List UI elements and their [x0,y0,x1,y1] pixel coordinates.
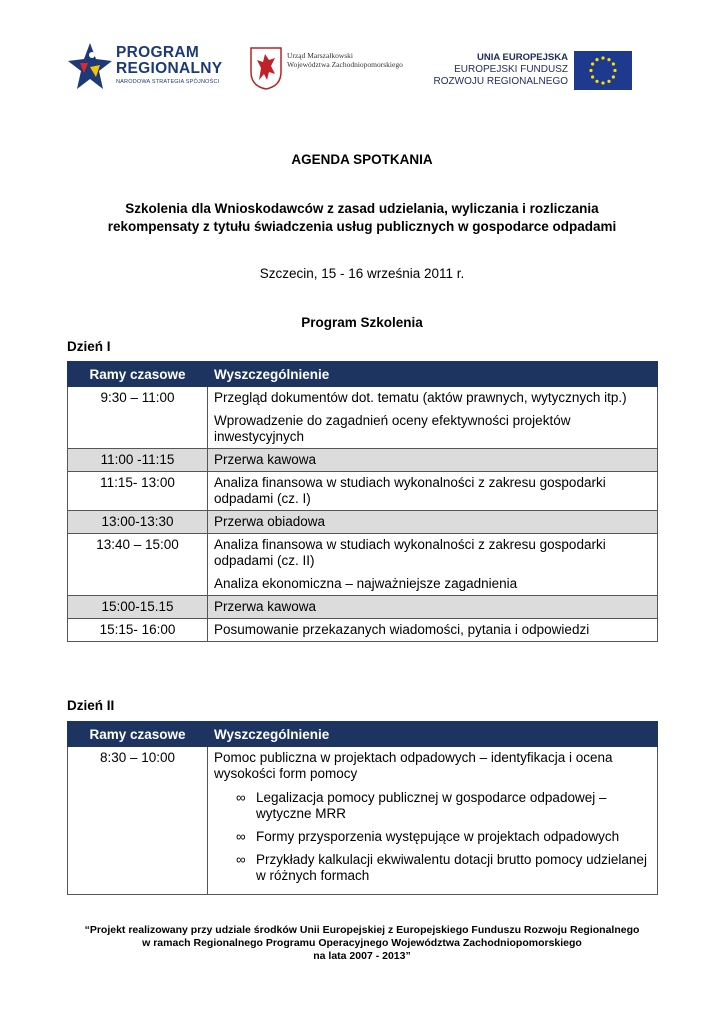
program-logo-line3: NARODOWA STRATEGIA SPÓJNOŚCI [116,79,220,85]
list-item [214,829,651,845]
subtitle-line2: rekompensaty z tytułu świadczenia usług publicznych w gospodarce odpadami [107,219,617,234]
day1-col-time-header: Ramy czasowe [68,362,208,387]
program-logo-line1: PROGRAM [116,44,200,61]
day1-col-desc-header: Wyszczególnienie [208,362,658,387]
program-logo-line2: REGIONALNY [116,60,223,77]
table-row [68,619,658,642]
row-item: Analiza ekonomiczna – najważniejsze zagadnienia [214,576,518,591]
bullet-text: Formy przysporzenia występujące w projektach odpadowych [256,829,620,844]
row-item: Analiza finansowa w studiach wykonalności z zakresu gospodarki odpadami (cz. II) [214,537,606,568]
program-regionalny-star-icon [66,41,114,93]
bullet-text: Legalizacja pomocy publicznej w gospodarce odpadowej – wytyczne MRR [256,790,607,821]
eu-logo-line1: UNIA EUROPEJSKA [477,52,568,63]
infinity-bullet-icon: ∞ [236,852,246,867]
list-item [214,852,651,884]
day2-col-desc-header: Wyszczególnienie [208,722,658,747]
footer-line2: w ramach Regionalnego Programu Operacyjnego Województwa Zachodniopomorskiego [142,937,582,949]
row-time: 15:15- 16:00 [68,619,208,642]
table-row [68,449,658,472]
row-item: Przegląd dokumentów dot. tematu (aktów prawnych, wytycznych itp.) [214,390,627,405]
row-description: Przerwa obiadowa [208,511,658,534]
row-time: 11:15- 13:00 [68,472,208,511]
date-place: Szczecin, 15 - 16 września 2011 r. [259,266,465,281]
row-time: 9:30 – 11:00 [68,387,208,449]
table-row [68,472,658,511]
page-title: AGENDA SPOTKANIA [291,152,433,167]
bullet-list [214,790,651,884]
eu-flag-icon [574,51,632,90]
table-row [68,534,658,596]
training-subtitle [0,200,724,236]
footer-line3: na lata 2007 - 2013” [313,950,411,962]
row-intro: Pomoc publiczna w projektach odpadowych – identyfikacja i ocena wysokości form pomocy [214,750,613,781]
table-row [68,596,658,619]
subtitle-line1: Szkolenia dla Wnioskodawców z zasad udzielania, wyliczania i rozliczania [125,201,599,216]
day1-agenda-table [67,361,658,642]
row-description: Przerwa kawowa [208,596,658,619]
row-description [208,534,658,596]
row-time: 15:00-15.15 [68,596,208,619]
row-description: Analiza finansowa w studiach wykonalności z zakresu gospodarki odpadami (cz. I) [208,472,658,511]
griffin-shield-icon [249,46,283,90]
day2-col-time-header: Ramy czasowe [68,722,208,747]
row-description [208,387,658,449]
bullet-text: Przykłady kalkulacji ekwiwalentu dotacji brutto pomocy udzielanej w różnych formach [256,852,647,883]
row-item: Wprowadzenie do zagadnień oceny efektywności projektów inwestycyjnych [214,413,571,444]
row-description: Posumowanie przekazanych wiadomości, pytania i odpowiedzi [208,619,658,642]
program-regionalny-logo [66,41,246,96]
eu-logo-line3: ROZWOJU REGIONALNEGO [433,76,568,87]
row-description [208,747,658,895]
row-time: 8:30 – 10:00 [68,747,208,895]
marshal-office-logo [249,46,439,96]
marshal-logo-line2: Województwa Zachodniopomorskiego [287,60,403,69]
infinity-bullet-icon: ∞ [236,790,246,805]
list-item [214,790,651,822]
table-row [68,511,658,534]
day2-agenda-table [67,721,658,895]
row-time: 11:00 -11:15 [68,449,208,472]
table-row [68,747,658,895]
row-time: 13:00-13:30 [68,511,208,534]
row-time: 13:40 – 15:00 [68,534,208,596]
row-description: Przerwa kawowa [208,449,658,472]
marshal-logo-line1: Urząd Marszałkowski [287,51,354,60]
table-row [68,387,658,449]
program-heading: Program Szkolenia [301,315,423,330]
infinity-bullet-icon: ∞ [236,829,246,844]
eu-logo-line2: EUROPEJSKI FUNDUSZ [454,64,568,75]
footer-note [0,924,724,963]
eu-logo [432,49,632,94]
footer-line1: “Projekt realizowany przy udziale środków Unii Europejskiej z Europejskiego Funduszu Rozwoju Regionalnego [84,924,640,936]
day1-label: Dzień I [67,339,111,354]
day2-label: Dzień II [67,698,115,713]
